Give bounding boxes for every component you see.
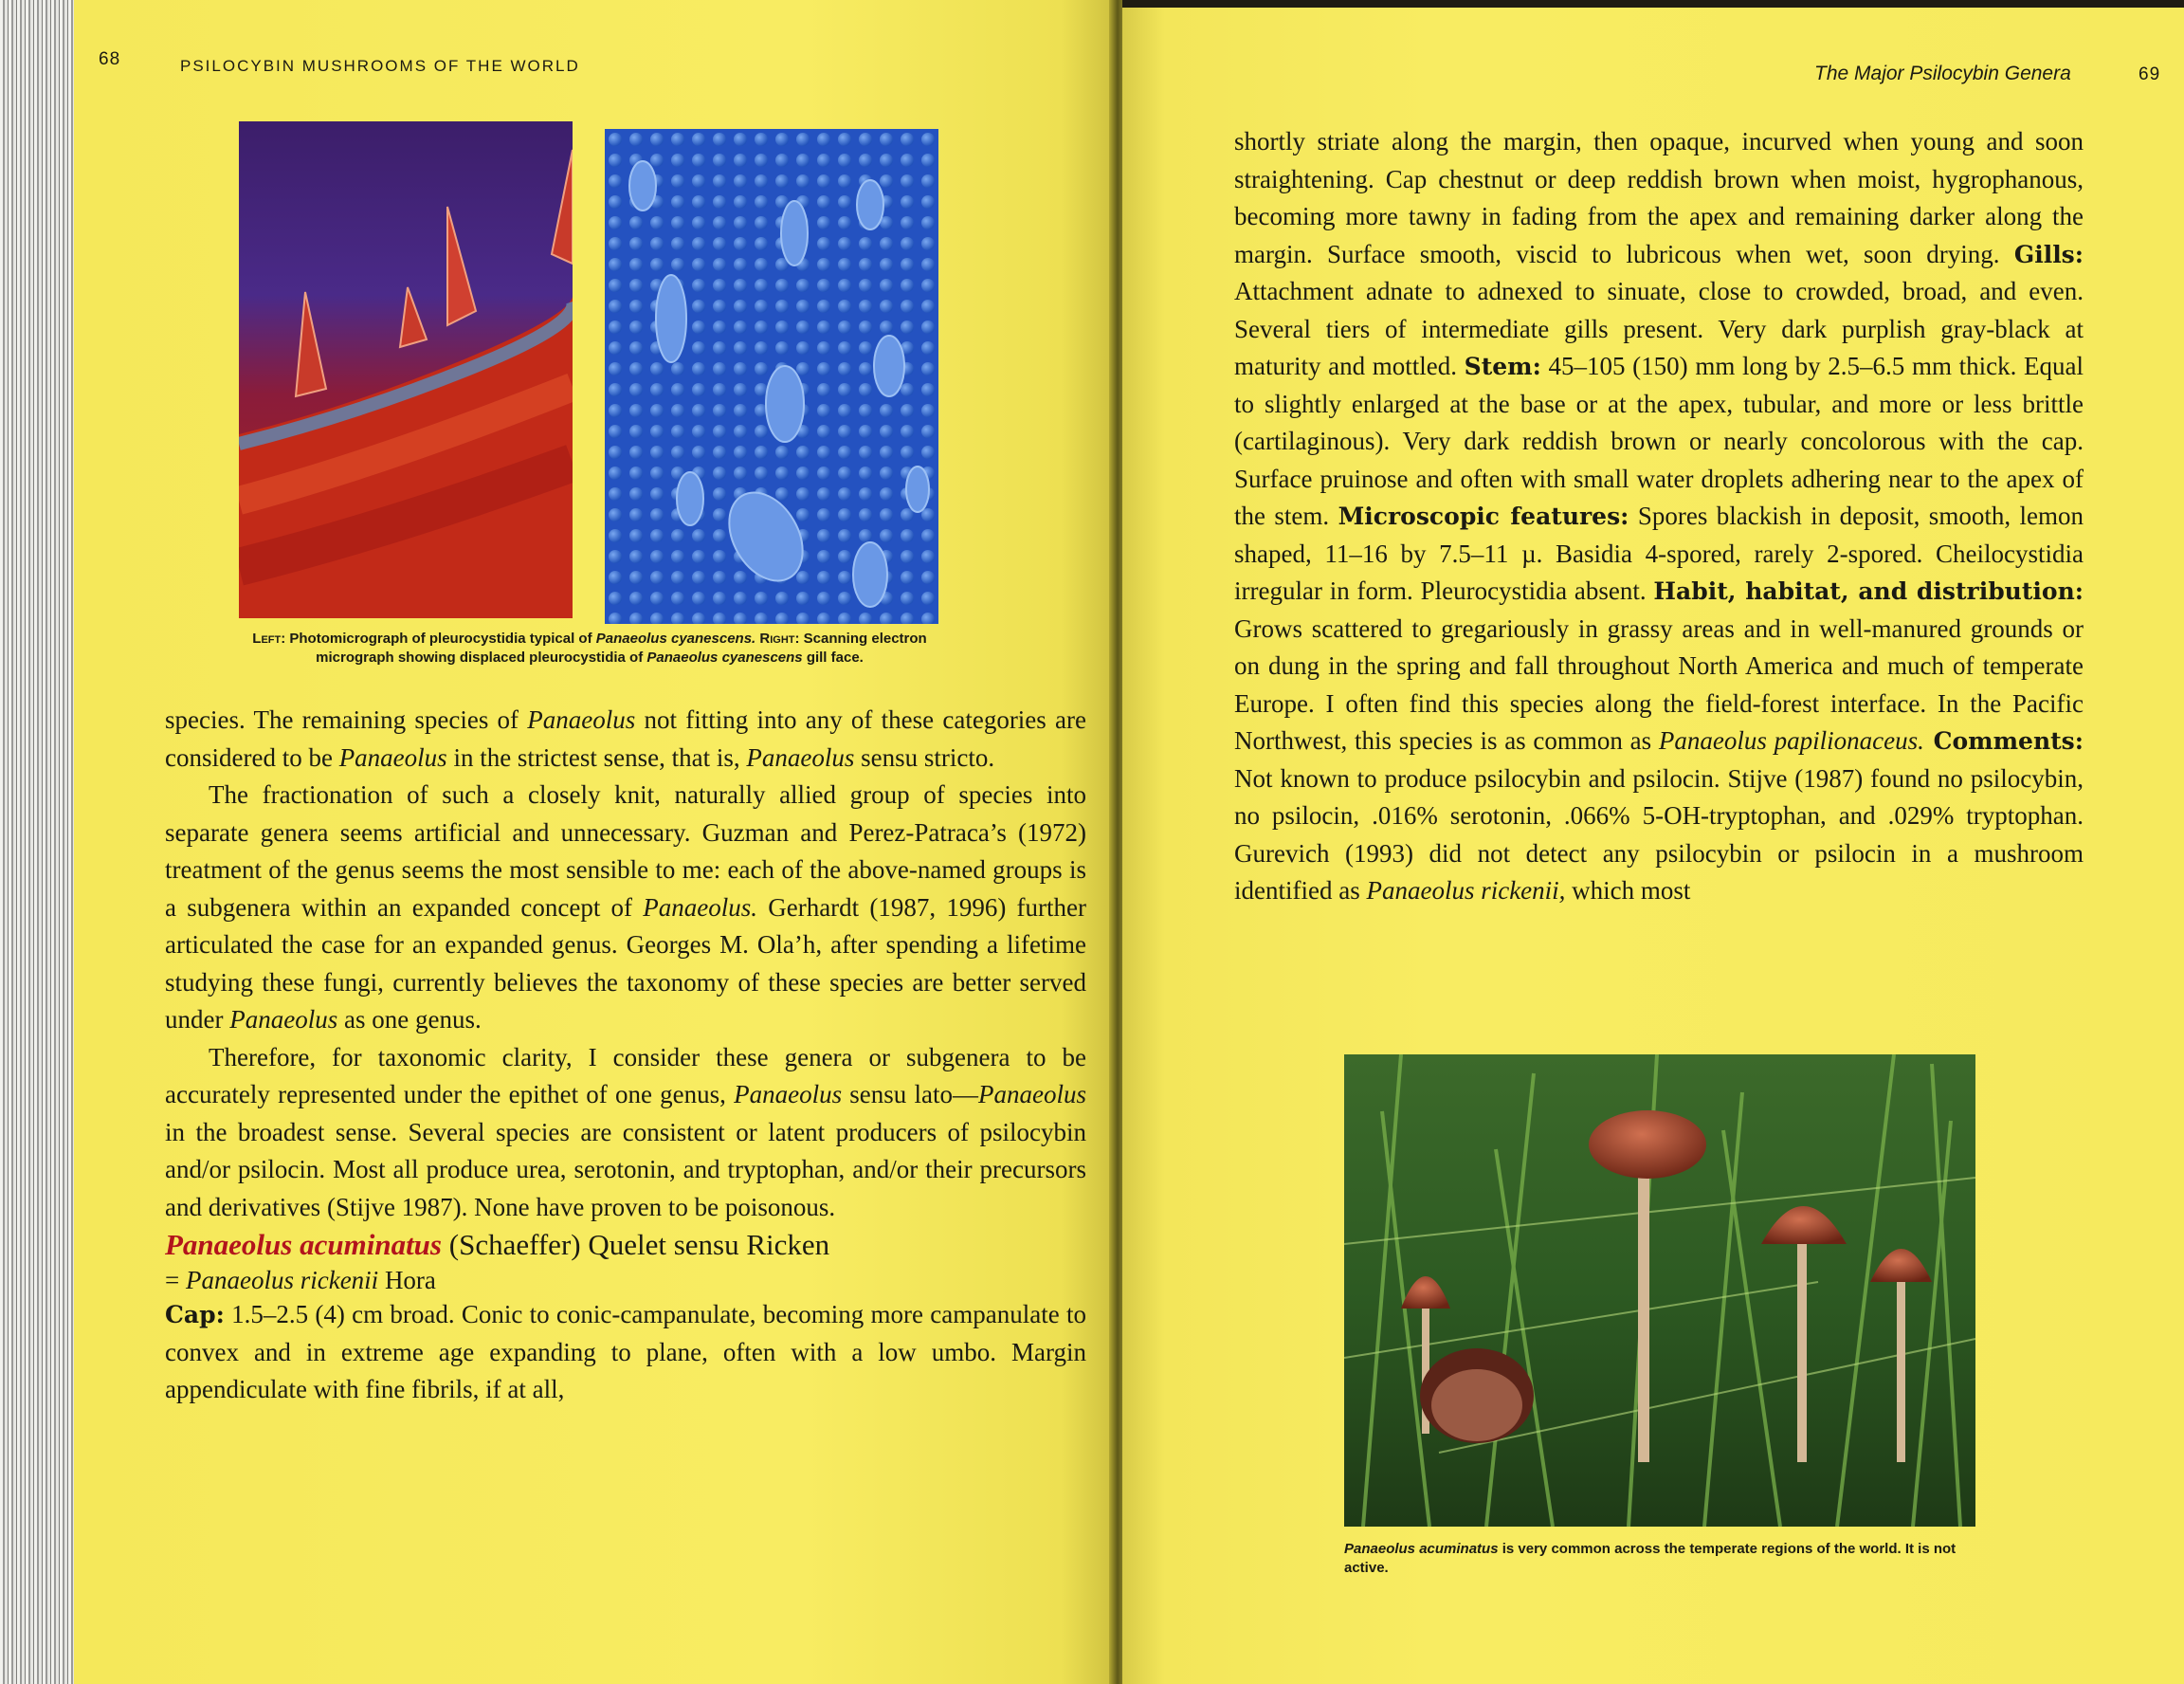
desc-species-e: Panaeolus papilionaceus. bbox=[1658, 726, 1924, 755]
p1-italic-d: Panaeolus bbox=[338, 742, 447, 772]
p1-text-c: not fitting into any of these categories are considered to be bbox=[165, 705, 1086, 772]
running-head-right: The Major Psilocybin Genera bbox=[1814, 63, 2071, 84]
desc-text-c: 45–105 (150) mm long by 2.5–6.5 mm thick. Equal to slightly enlarged at the base or at the apex, tubular, and more or less brittle (cartilaginous). Very dark reddish brown or nearly concolorous with the cap. Surface pruinose and often with small water droplets adhering near to the apex of the stem. bbox=[1234, 352, 2084, 530]
page-number-left: 68 bbox=[99, 49, 121, 69]
species-name: Panaeolus acuminatus bbox=[165, 1228, 442, 1261]
desc-text-g: which most bbox=[1565, 876, 1691, 905]
microscopic-label: Microscopic features: bbox=[1338, 503, 1629, 530]
paragraph-3 bbox=[165, 1039, 1086, 1227]
gills-label: Gills: bbox=[2013, 240, 2084, 268]
habit-label: Habit, habitat, and distribution: bbox=[1653, 577, 2084, 605]
p2-text-c: Gerhardt (1987, 1996) further articulated the case for an expanded genus. Georges M. Ola’h, after spending a lifetime studying these fungi, currently believes the taxonomy of these species are better served under bbox=[165, 892, 1086, 1034]
p3-text-c: sensu lato— bbox=[842, 1080, 978, 1108]
photomicrograph-photo bbox=[239, 121, 573, 618]
left-body-text bbox=[165, 702, 1086, 1409]
caption-right-species: Panaeolus cyanescens bbox=[646, 650, 803, 666]
synonym-name: Panaeolus rickenii bbox=[185, 1266, 379, 1294]
p3-text-a: Therefore, for taxonomic clarity, I consider these genera or subgenera to be accurately represented under the epithet of one genus, bbox=[165, 1042, 1086, 1108]
running-head-left: PSILOCYBIN MUSHROOMS OF THE WORLD bbox=[180, 57, 580, 75]
desc-text-a: shortly striate along the margin, then opaque, incurved when young and soon straightening. Cap chestnut or deep reddish brown when moist, hygrophanous, becoming more tawny in fading from the apex and remaining darker along the margin. Surface smooth, viscid to lubricous when wet, soon drying. bbox=[1234, 127, 2084, 268]
page-number-right: 69 bbox=[2138, 64, 2161, 84]
mushroom-photo bbox=[1344, 1054, 1975, 1527]
caption-species: Panaeolus acuminatus bbox=[1344, 1541, 1499, 1557]
p1-italic-b: Panaeolus bbox=[527, 705, 636, 734]
caption-right-text: Scanning electron micrograph showing displaced pleurocystidia of bbox=[316, 631, 927, 666]
stem-label: Stem: bbox=[1464, 353, 1541, 380]
species-heading bbox=[165, 1226, 1086, 1264]
figure-caption-bottom bbox=[1344, 1540, 1975, 1578]
p2-text-a: The fractionation of such a closely knit, naturally allied group of species into separate genera seems artificial and unnecessary. Guzman and Perez-Patraca’s (1972) treatment of the genus seems the most sensible to me: each of the above-named groups is a subgenera within an expanded concept of bbox=[165, 780, 1086, 922]
species-synonym bbox=[165, 1264, 1086, 1296]
page-top-edge bbox=[1122, 0, 2184, 8]
right-page bbox=[1122, 0, 2184, 1684]
p1-text-a: species. The remaining species of bbox=[165, 705, 528, 734]
species-authority: (Schaeffer) Quelet sensu Ricken bbox=[442, 1228, 830, 1261]
desc-species-f: Panaeolus rickenii, bbox=[1366, 876, 1566, 905]
figure-caption-top bbox=[241, 630, 938, 668]
desc-text-d: Spores blackish in deposit, smooth, lemon shaped, 11–16 by 7.5–11 µ. Basidia 4-spored, rarely 2-spored. Cheilocystidia irregular in form. Pleurocystidia absent. bbox=[1234, 502, 2084, 605]
p3-italic-b: Panaeolus bbox=[734, 1080, 843, 1108]
p1-text-g: sensu stricto. bbox=[854, 742, 995, 772]
caption-left-label: Left: bbox=[252, 631, 286, 647]
p1-text-e: in the strictest sense, that is, bbox=[446, 742, 747, 772]
cap-text: 1.5–2.5 (4) cm broad. Conic to conic-campanulate, becoming more campanulate to convex and in extreme age expanding to plane, often with a low umbo. Margin appendiculate with fine fibrils, if at all, bbox=[165, 1300, 1086, 1403]
p3-text-e: in the broadest sense. Several species are consistent or latent producers of psilocybin and/or psilocin. Most all produce urea, serotonin, and tryptophan, and/or their precursors and derivatives (Stijve 1987). None have proven to be poisonous. bbox=[165, 1117, 1086, 1221]
p1-italic-f: Panaeolus bbox=[746, 742, 855, 772]
caption-left-text: Photomicrograph of pleurocystidia typical of bbox=[289, 631, 592, 647]
p2-italic-b: Panaeolus. bbox=[643, 892, 758, 922]
caption-right-end: gill face. bbox=[806, 650, 864, 666]
caption-right-label: Right: bbox=[759, 631, 800, 647]
right-body-text bbox=[1234, 123, 2084, 910]
cap-label: Cap: bbox=[165, 1301, 225, 1328]
comments-label: Comments: bbox=[1923, 727, 2084, 755]
cap-description bbox=[165, 1296, 1086, 1409]
electron-micrograph-photo bbox=[605, 129, 938, 624]
paragraph-1 bbox=[165, 702, 1086, 777]
synonym-author: Hora bbox=[378, 1266, 436, 1294]
desc-text-f: Not known to produce psilocybin and psilocin. Stijve (1987) found no psilocybin, no psilocin, .016% serotonin, .066% 5-OH-tryptophan, and .029% tryptophan. Gurevich (1993) did not detect any psilocybin or psilocin in a mushroom identified as bbox=[1234, 763, 2084, 905]
desc-text-b: Attachment adnate to adnexed to sinuate, close to crowded, broad, and even. Several tiers of intermediate gills present. Very dark purplish gray-black at maturity and mottled. bbox=[1234, 277, 2084, 380]
page-edges bbox=[0, 0, 76, 1684]
p3-italic-d: Panaeolus bbox=[977, 1080, 1086, 1108]
synonym-prefix: = bbox=[165, 1266, 186, 1294]
paragraph-2 bbox=[165, 777, 1086, 1039]
caption-left-species: Panaeolus cyanescens. bbox=[595, 631, 756, 647]
p2-italic-d: Panaeolus bbox=[229, 1005, 338, 1034]
p2-text-e: as one genus. bbox=[337, 1005, 482, 1034]
caption-text: is very common across the temperate regions of the world. It is not active. bbox=[1344, 1541, 1956, 1576]
desc-text-e: Grows scattered to gregariously in grassy areas and in well-manured grounds or on dung in the spring and fall throughout North America and much of temperate Europe. I often find this species along the field-forest interface. In the Pacific Northwest, this species is as common as bbox=[1234, 613, 2084, 755]
species-description bbox=[1234, 123, 2084, 910]
left-page bbox=[74, 0, 1113, 1684]
